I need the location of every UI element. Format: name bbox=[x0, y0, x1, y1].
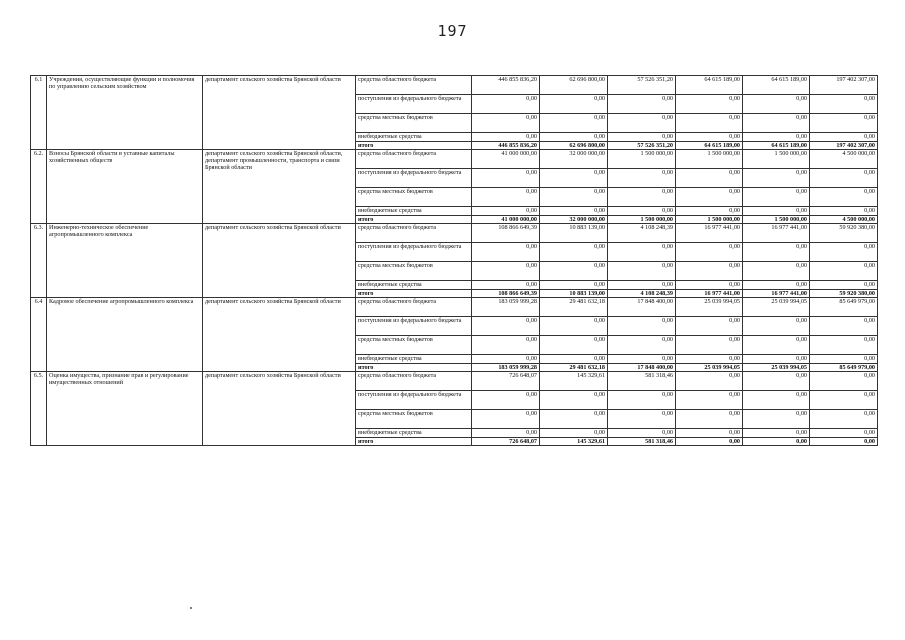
scan-speck bbox=[190, 607, 192, 609]
amount-cell: 0,00 bbox=[743, 410, 810, 429]
amount-cell: 0,00 bbox=[608, 133, 676, 142]
amount-cell: 108 866 649,39 bbox=[472, 290, 540, 298]
amount-cell: 0,00 bbox=[743, 114, 810, 133]
amount-cell: 0,00 bbox=[676, 410, 743, 429]
amount-cell: 0,00 bbox=[472, 317, 540, 336]
amount-cell: 0,00 bbox=[810, 391, 878, 410]
amount-cell: 10 883 139,00 bbox=[540, 224, 608, 243]
funding-source: итого bbox=[356, 438, 472, 446]
amount-cell: 25 039 994,05 bbox=[676, 364, 743, 372]
amount-cell: 0,00 bbox=[472, 207, 540, 216]
amount-cell: 0,00 bbox=[676, 243, 743, 262]
amount-cell: 0,00 bbox=[810, 95, 878, 114]
amount-cell: 0,00 bbox=[540, 355, 608, 364]
amount-cell: 197 402 307,00 bbox=[810, 76, 878, 95]
amount-cell: 0,00 bbox=[743, 281, 810, 290]
table-row bbox=[31, 298, 878, 317]
amount-cell: 25 039 994,05 bbox=[743, 364, 810, 372]
amount-cell: 25 039 994,05 bbox=[676, 298, 743, 317]
amount-cell: 0,00 bbox=[743, 169, 810, 188]
amount-cell: 32 000 000,00 bbox=[540, 216, 608, 224]
funding-source: итого bbox=[356, 216, 472, 224]
funding-source: внебюджетные средства bbox=[356, 133, 472, 142]
amount-cell: 0,00 bbox=[810, 372, 878, 391]
amount-cell: 0,00 bbox=[743, 355, 810, 364]
amount-cell: 0,00 bbox=[743, 372, 810, 391]
amount-cell: 16 977 441,00 bbox=[743, 224, 810, 243]
amount-cell: 0,00 bbox=[608, 243, 676, 262]
amount-cell: 0,00 bbox=[810, 114, 878, 133]
amount-cell: 0,00 bbox=[810, 410, 878, 429]
amount-cell: 4 500 000,00 bbox=[810, 150, 878, 169]
amount-cell: 1 500 000,00 bbox=[743, 150, 810, 169]
amount-cell: 0,00 bbox=[676, 188, 743, 207]
amount-cell: 32 000 000,00 bbox=[540, 150, 608, 169]
amount-cell: 0,00 bbox=[540, 317, 608, 336]
amount-cell: 0,00 bbox=[472, 391, 540, 410]
amount-cell: 0,00 bbox=[676, 114, 743, 133]
amount-cell: 0,00 bbox=[608, 188, 676, 207]
amount-cell: 0,00 bbox=[810, 355, 878, 364]
amount-cell: 0,00 bbox=[676, 317, 743, 336]
amount-cell: 29 481 632,18 bbox=[540, 364, 608, 372]
amount-cell: 0,00 bbox=[676, 355, 743, 364]
amount-cell: 0,00 bbox=[540, 95, 608, 114]
funding-source: средства областного бюджета bbox=[356, 150, 472, 169]
amount-cell: 726 648,07 bbox=[472, 372, 540, 391]
table-row bbox=[31, 372, 878, 391]
amount-cell: 4 500 000,00 bbox=[810, 216, 878, 224]
amount-cell: 16 977 441,00 bbox=[676, 224, 743, 243]
amount-cell: 0,00 bbox=[540, 429, 608, 438]
amount-cell: 0,00 bbox=[472, 262, 540, 281]
amount-cell: 0,00 bbox=[810, 262, 878, 281]
amount-cell: 0,00 bbox=[472, 355, 540, 364]
amount-cell: 64 615 189,00 bbox=[743, 76, 810, 95]
amount-cell: 0,00 bbox=[676, 169, 743, 188]
funding-source: внебюджетные средства bbox=[356, 355, 472, 364]
amount-cell: 0,00 bbox=[472, 169, 540, 188]
amount-cell: 0,00 bbox=[608, 169, 676, 188]
amount-cell: 0,00 bbox=[676, 133, 743, 142]
amount-cell: 0,00 bbox=[810, 133, 878, 142]
amount-cell: 62 696 800,00 bbox=[540, 76, 608, 95]
funding-source: поступления из федерального бюджета bbox=[356, 243, 472, 262]
section-executor: департамент сельского хозяйства Брянской области bbox=[203, 76, 356, 150]
amount-cell: 0,00 bbox=[743, 133, 810, 142]
amount-cell: 0,00 bbox=[676, 391, 743, 410]
amount-cell: 59 920 380,00 bbox=[810, 224, 878, 243]
amount-cell: 0,00 bbox=[743, 317, 810, 336]
amount-cell: 0,00 bbox=[676, 207, 743, 216]
amount-cell: 0,00 bbox=[608, 207, 676, 216]
amount-cell: 25 039 994,05 bbox=[743, 298, 810, 317]
amount-cell: 64 615 189,00 bbox=[676, 142, 743, 150]
amount-cell: 0,00 bbox=[472, 95, 540, 114]
amount-cell: 0,00 bbox=[676, 336, 743, 355]
amount-cell: 1 500 000,00 bbox=[676, 216, 743, 224]
funding-source: итого bbox=[356, 364, 472, 372]
amount-cell: 0,00 bbox=[743, 243, 810, 262]
amount-cell: 0,00 bbox=[540, 207, 608, 216]
amount-cell: 0,00 bbox=[608, 95, 676, 114]
amount-cell: 0,00 bbox=[743, 95, 810, 114]
amount-cell: 0,00 bbox=[608, 317, 676, 336]
funding-source: внебюджетные средства bbox=[356, 281, 472, 290]
amount-cell: 0,00 bbox=[810, 281, 878, 290]
amount-cell: 57 526 351,20 bbox=[608, 76, 676, 95]
section-name: Учреждения, осуществляющие функции и полномочия по управлению сельским хозяйством bbox=[47, 76, 203, 150]
funding-source: внебюджетные средства bbox=[356, 429, 472, 438]
section-number: 6.3. bbox=[31, 224, 47, 298]
amount-cell: 446 855 836,20 bbox=[472, 142, 540, 150]
funding-source: средства местных бюджетов bbox=[356, 410, 472, 429]
funding-source: поступления из федерального бюджета bbox=[356, 169, 472, 188]
amount-cell: 0,00 bbox=[472, 243, 540, 262]
amount-cell: 0,00 bbox=[743, 207, 810, 216]
funding-source: итого bbox=[356, 290, 472, 298]
amount-cell: 41 000 000,00 bbox=[472, 216, 540, 224]
amount-cell: 4 108 248,39 bbox=[608, 290, 676, 298]
funding-source: поступления из федерального бюджета bbox=[356, 317, 472, 336]
amount-cell: 0,00 bbox=[540, 391, 608, 410]
amount-cell: 1 500 000,00 bbox=[676, 150, 743, 169]
funding-source: средства областного бюджета bbox=[356, 298, 472, 317]
funding-source: средства местных бюджетов bbox=[356, 262, 472, 281]
table-row bbox=[31, 150, 878, 169]
amount-cell: 0,00 bbox=[540, 262, 608, 281]
amount-cell: 64 615 189,00 bbox=[676, 76, 743, 95]
amount-cell: 16 977 441,00 bbox=[676, 290, 743, 298]
amount-cell: 17 848 400,00 bbox=[608, 298, 676, 317]
amount-cell: 0,00 bbox=[540, 114, 608, 133]
amount-cell: 1 500 000,00 bbox=[608, 216, 676, 224]
table-body bbox=[31, 76, 878, 446]
amount-cell: 197 402 307,00 bbox=[810, 142, 878, 150]
funding-source: средства областного бюджета bbox=[356, 372, 472, 391]
amount-cell: 0,00 bbox=[540, 243, 608, 262]
funding-source: итого bbox=[356, 142, 472, 150]
section-executor: департамент сельского хозяйства Брянской области bbox=[203, 224, 356, 298]
amount-cell: 0,00 bbox=[810, 243, 878, 262]
amount-cell: 16 977 441,00 bbox=[743, 290, 810, 298]
amount-cell: 0,00 bbox=[540, 169, 608, 188]
section-number: 6.2. bbox=[31, 150, 47, 224]
amount-cell: 0,00 bbox=[608, 355, 676, 364]
amount-cell: 0,00 bbox=[676, 262, 743, 281]
section-executor: департамент сельского хозяйства Брянской области, департамент промышленности, транспорта и связи Брянской области bbox=[203, 150, 356, 224]
amount-cell: 0,00 bbox=[472, 336, 540, 355]
page-number: 197 bbox=[437, 22, 468, 40]
amount-cell: 0,00 bbox=[676, 95, 743, 114]
amount-cell: 0,00 bbox=[743, 438, 810, 446]
amount-cell: 581 318,46 bbox=[608, 438, 676, 446]
amount-cell: 0,00 bbox=[540, 281, 608, 290]
section-executor: департамент сельского хозяйства Брянской области bbox=[203, 372, 356, 446]
section-name: Взносы Брянской области в уставные капиталы хозяйственных обществ bbox=[47, 150, 203, 224]
amount-cell: 10 883 139,00 bbox=[540, 290, 608, 298]
amount-cell: 0,00 bbox=[743, 188, 810, 207]
amount-cell: 0,00 bbox=[810, 169, 878, 188]
amount-cell: 0,00 bbox=[810, 188, 878, 207]
amount-cell: 57 526 351,20 bbox=[608, 142, 676, 150]
table-row bbox=[31, 224, 878, 243]
amount-cell: 0,00 bbox=[608, 391, 676, 410]
amount-cell: 145 329,61 bbox=[540, 438, 608, 446]
amount-cell: 0,00 bbox=[472, 410, 540, 429]
section-number: 6.5. bbox=[31, 372, 47, 446]
amount-cell: 0,00 bbox=[676, 372, 743, 391]
amount-cell: 64 615 189,00 bbox=[743, 142, 810, 150]
amount-cell: 0,00 bbox=[676, 429, 743, 438]
section-number: 6.1 bbox=[31, 76, 47, 150]
section-name: Инженерно-техническое обеспечение агропромышленного комплекса bbox=[47, 224, 203, 298]
section-executor: департамент сельского хозяйства Брянской области bbox=[203, 298, 356, 372]
amount-cell: 0,00 bbox=[810, 207, 878, 216]
amount-cell: 581 318,46 bbox=[608, 372, 676, 391]
funding-source: средства областного бюджета bbox=[356, 76, 472, 95]
amount-cell: 0,00 bbox=[608, 336, 676, 355]
amount-cell: 0,00 bbox=[608, 262, 676, 281]
amount-cell: 108 866 649,39 bbox=[472, 224, 540, 243]
amount-cell: 59 920 380,00 bbox=[810, 290, 878, 298]
amount-cell: 0,00 bbox=[810, 429, 878, 438]
amount-cell: 29 481 632,18 bbox=[540, 298, 608, 317]
amount-cell: 0,00 bbox=[472, 133, 540, 142]
amount-cell: 0,00 bbox=[472, 114, 540, 133]
amount-cell: 0,00 bbox=[540, 188, 608, 207]
amount-cell: 0,00 bbox=[608, 410, 676, 429]
amount-cell: 0,00 bbox=[472, 281, 540, 290]
funding-source: внебюджетные средства bbox=[356, 207, 472, 216]
funding-source: средства местных бюджетов bbox=[356, 188, 472, 207]
amount-cell: 183 059 999,28 bbox=[472, 364, 540, 372]
amount-cell: 0,00 bbox=[472, 188, 540, 207]
amount-cell: 0,00 bbox=[810, 317, 878, 336]
amount-cell: 183 059 999,28 bbox=[472, 298, 540, 317]
amount-cell: 4 108 248,39 bbox=[608, 224, 676, 243]
amount-cell: 0,00 bbox=[743, 336, 810, 355]
amount-cell: 0,00 bbox=[810, 336, 878, 355]
section-name: Кадровое обеспечение агропромышленного комплекса bbox=[47, 298, 203, 372]
funding-source: поступления из федерального бюджета bbox=[356, 391, 472, 410]
amount-cell: 0,00 bbox=[608, 114, 676, 133]
funding-source: средства областного бюджета bbox=[356, 224, 472, 243]
table-row bbox=[31, 76, 878, 95]
amount-cell: 446 855 836,20 bbox=[472, 76, 540, 95]
amount-cell: 0,00 bbox=[472, 429, 540, 438]
amount-cell: 145 329,61 bbox=[540, 372, 608, 391]
amount-cell: 0,00 bbox=[540, 410, 608, 429]
amount-cell: 0,00 bbox=[743, 262, 810, 281]
amount-cell: 0,00 bbox=[676, 281, 743, 290]
amount-cell: 0,00 bbox=[540, 133, 608, 142]
funding-source: поступления из федерального бюджета bbox=[356, 95, 472, 114]
amount-cell: 85 649 979,00 bbox=[810, 364, 878, 372]
section-number: 6.4 bbox=[31, 298, 47, 372]
budget-table bbox=[30, 75, 878, 446]
amount-cell: 0,00 bbox=[608, 429, 676, 438]
amount-cell: 0,00 bbox=[743, 391, 810, 410]
amount-cell: 85 649 979,00 bbox=[810, 298, 878, 317]
amount-cell: 62 696 800,00 bbox=[540, 142, 608, 150]
amount-cell: 0,00 bbox=[540, 336, 608, 355]
amount-cell: 0,00 bbox=[743, 429, 810, 438]
amount-cell: 726 648,07 bbox=[472, 438, 540, 446]
amount-cell: 0,00 bbox=[608, 281, 676, 290]
amount-cell: 0,00 bbox=[810, 438, 878, 446]
section-name: Оценка имущества, признание прав и регулирование имущественных отношений bbox=[47, 372, 203, 446]
amount-cell: 0,00 bbox=[676, 438, 743, 446]
amount-cell: 17 848 400,00 bbox=[608, 364, 676, 372]
amount-cell: 41 000 000,00 bbox=[472, 150, 540, 169]
funding-source: средства местных бюджетов bbox=[356, 336, 472, 355]
amount-cell: 1 500 000,00 bbox=[608, 150, 676, 169]
funding-source: средства местных бюджетов bbox=[356, 114, 472, 133]
amount-cell: 1 500 000,00 bbox=[743, 216, 810, 224]
